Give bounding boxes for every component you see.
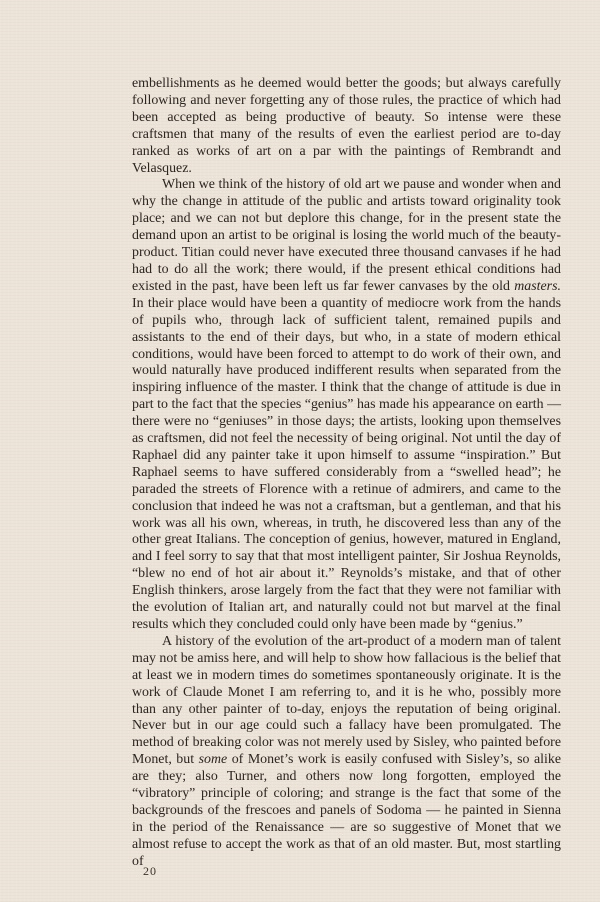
page-number: 20: [143, 864, 157, 878]
paragraph-1-text: embellishments as he deemed would better the goods; but always carefully following and never forgetting any of those rules, the practice of which had been accepted as being productive of beauty. So intense were these craftsmen that many of the results of even the earliest period are to-day ranked as works of art on a par with the paintings of Rembrandt and Velasquez.: [132, 76, 561, 176]
paragraph-2: [132, 177, 561, 633]
paragraph-3: [132, 634, 561, 871]
paragraph-3-text-b: of Monet’s work is easily confused with Sisley’s, so alike are they; also Turner, and others now long forgotten, employed the “vibratory” principle of coloring; and strange is the fact that some of the backgrounds of the frescoes and panels of Sodoma — he painted in Sienna in the period of the Renaissance — are so suggestive of Monet that we almost refuse to accept the work as that of an old master. But, most startling of: [132, 752, 562, 869]
page-body: [132, 76, 561, 871]
paragraph-2-italic-masters: masters.: [514, 278, 561, 294]
paragraph-3-text-a: A history of the evolution of the art-product of a modern man of talent may not be amiss here, and will help to show how fallacious is the belief that at least we in modern times do sometimes spontaneously originate. It is the work of Claude Monet I am referring to, and it is he who, possibly more than any other painter of to-day, enjoys the reputation of being original. Never but in our age could such a fallacy have been promulgated. The method of breaking color was not merely used by Sisley, who painted before Monet, but: [132, 633, 561, 768]
paragraph-2-text-b: In their place would have been a quantity of mediocre work from the hands of pupils who, through lack of sufficient talent, remained pupils and assistants to the end of their days, but who, in a state of modern ethical conditions, would have been forced to attempt to do work of their own, and would naturally have produced indifferent results when separated from the inspiring influence of the master. I think that the change of attitude is due in part to the fact that the species “genius” has made his appearance on earth — there were no “geniuses” in those days; the artists, looking upon themselves as craftsmen, did not feel the necessity of being original. Not until the day of Raphael did any painter take it upon himself to assume “inspiration.” But Raphael seems to have suffered considerably from a “swelled head”; he paraded the streets of Florence with a retinue of admirers, and came to the conclusion that indeed he was not a craftsman, but a gentleman, and that his work was all his own, whereas, in truth, he discovered less than any of the other great Italians. The conception of genius, however, matured in England, and I feel sorry to say that that most intelligent painter, Sir Joshua Reynolds, “blew no end of hot air about it.” Reynolds’s mistake, and that of other English thinkers, arose largely from the fact that they were not familiar with the evolution of Italian art, and naturally could not but marvel at the final results which they concluded could only have been made by “genius.”: [132, 295, 561, 632]
paragraph-3-italic-some: some: [198, 752, 228, 768]
body-text: [132, 76, 561, 871]
paragraph-2-text-a: When we think of the history of old art we pause and wonder when and why the change in attitude of the public and artists toward originality took place; and we can not but deplore this change, for in the present state the demand upon an artist to be original is losing the world much of the beauty-product. Titian could never have executed three thousand canvases if he had had to do all the work; there would, if the present ethical conditions had existed in the past, have been left us far fewer canvases by the old: [132, 177, 561, 294]
paragraph-1: [132, 76, 561, 177]
